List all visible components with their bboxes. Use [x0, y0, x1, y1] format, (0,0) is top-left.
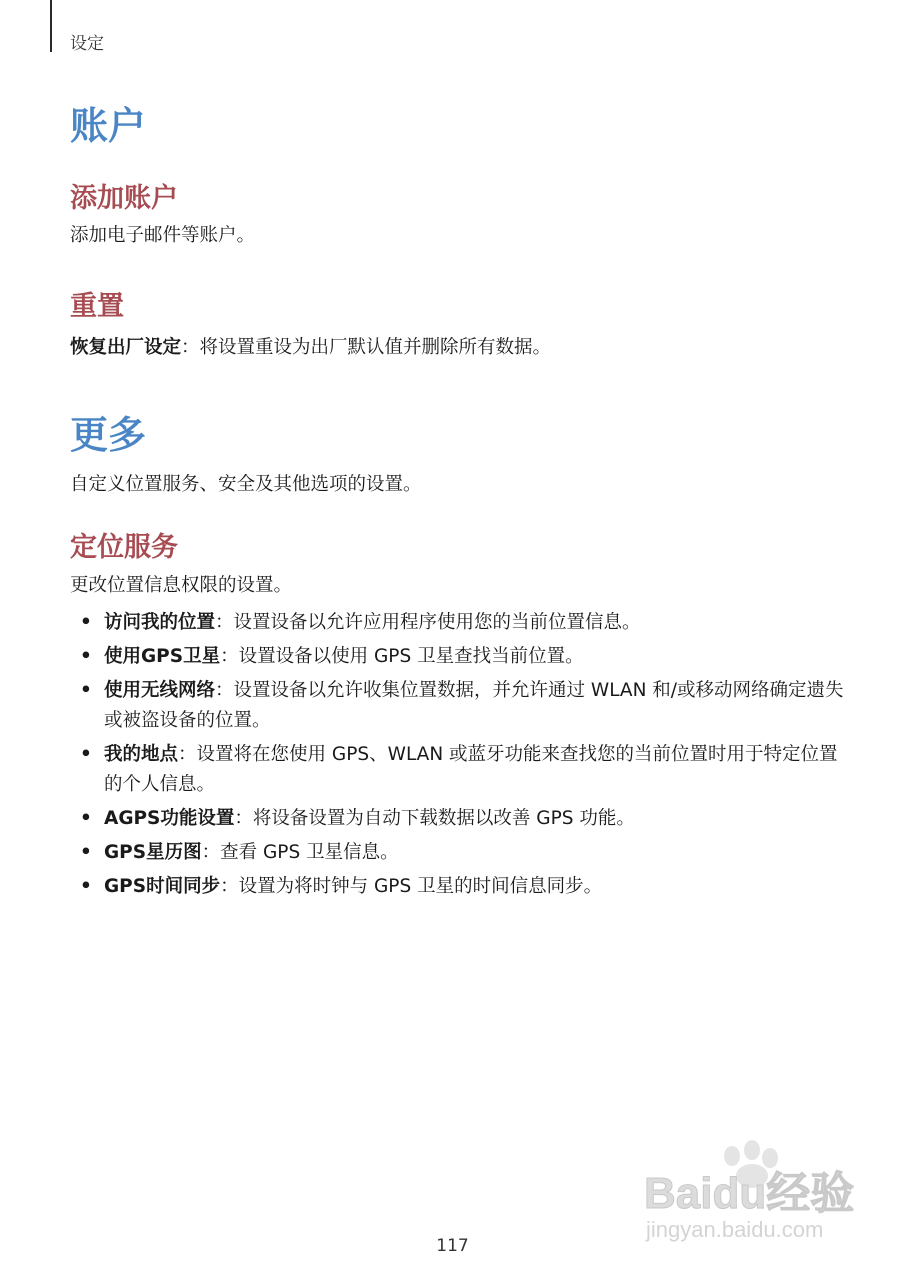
reset-description	[70, 334, 850, 362]
item-term: 我的地点	[104, 744, 179, 765]
item-description: 将设备设置为自动下载数据以改善 GPS 功能。	[252, 808, 635, 829]
subsection-title-reset: 重置	[70, 291, 124, 322]
reset-separator: ：	[181, 337, 200, 358]
list-item-gps-ephemeris	[70, 838, 850, 868]
item-description: 设置将在您使用 GPS、WLAN 或蓝牙功能来查找您的当前位置时用于特定位置的个人信息。	[104, 744, 838, 795]
item-term: 使用无线网络	[104, 680, 216, 701]
section-title-more: 更多	[70, 413, 147, 457]
item-separator: ：	[234, 808, 253, 829]
bullet-icon: •	[80, 612, 92, 633]
subsection-title-add-account: 添加账户	[70, 183, 178, 214]
list-item-agps-settings	[70, 804, 850, 834]
item-term: GPS时间同步	[104, 876, 221, 897]
item-term: AGPS功能设置	[104, 808, 235, 829]
location-options-list	[70, 608, 850, 902]
item-description: 设置为将时钟与 GPS 卫星的时间信息同步。	[238, 876, 603, 897]
reset-text: 将设置重设为出厂默认值并删除所有数据。	[199, 337, 552, 358]
item-separator: ：	[215, 680, 234, 701]
section-title-account: 账户	[70, 104, 147, 148]
list-item-access-my-location	[70, 608, 850, 638]
bullet-icon: •	[80, 842, 92, 863]
more-description: 自定义位置服务、安全及其他选项的设置。	[70, 474, 422, 495]
bullet-icon: •	[80, 680, 92, 701]
item-separator: ：	[215, 612, 234, 633]
subsection-title-location: 定位服务	[70, 532, 178, 563]
item-separator: ：	[220, 876, 239, 897]
watermark-url: jingyan.baidu.com	[646, 1217, 824, 1242]
item-separator: ：	[220, 646, 239, 667]
item-description: 设置设备以允许收集位置数据，并允许通过 WLAN 和/或移动网络确定遗失或被盗设备的位置。	[104, 680, 844, 731]
list-item-gps-time-sync	[70, 872, 850, 902]
list-item-use-wireless-networks	[70, 676, 850, 736]
bullet-icon: •	[80, 646, 92, 667]
page-content	[70, 98, 850, 906]
item-separator: ：	[178, 744, 197, 765]
item-description: 查看 GPS 卫星信息。	[220, 842, 399, 863]
item-description: 设置设备以允许应用程序使用您的当前位置信息。	[233, 612, 641, 633]
location-description: 更改位置信息权限的设置。	[70, 575, 293, 596]
reset-term: 恢复出厂设定	[70, 337, 182, 358]
item-term: GPS星历图	[104, 842, 202, 863]
item-term: 访问我的位置	[104, 612, 216, 633]
list-item-use-gps-satellites	[70, 642, 850, 672]
running-header: 设定	[70, 34, 104, 54]
header-rule	[50, 0, 52, 52]
watermark-brand: Baidu经验	[644, 1169, 855, 1218]
bullet-icon: •	[80, 876, 92, 897]
item-term: 使用GPS卫星	[104, 646, 221, 667]
add-account-description: 添加电子邮件等账户。	[70, 225, 256, 246]
baidu-jingyan-watermark	[640, 1140, 855, 1245]
bullet-icon: •	[80, 744, 92, 765]
bullet-icon: •	[80, 808, 92, 829]
item-separator: ：	[201, 842, 221, 863]
list-item-my-places	[70, 740, 850, 800]
page-number: 117	[436, 1236, 469, 1256]
item-description: 设置设备以使用 GPS 卫星查找当前位置。	[238, 646, 584, 667]
